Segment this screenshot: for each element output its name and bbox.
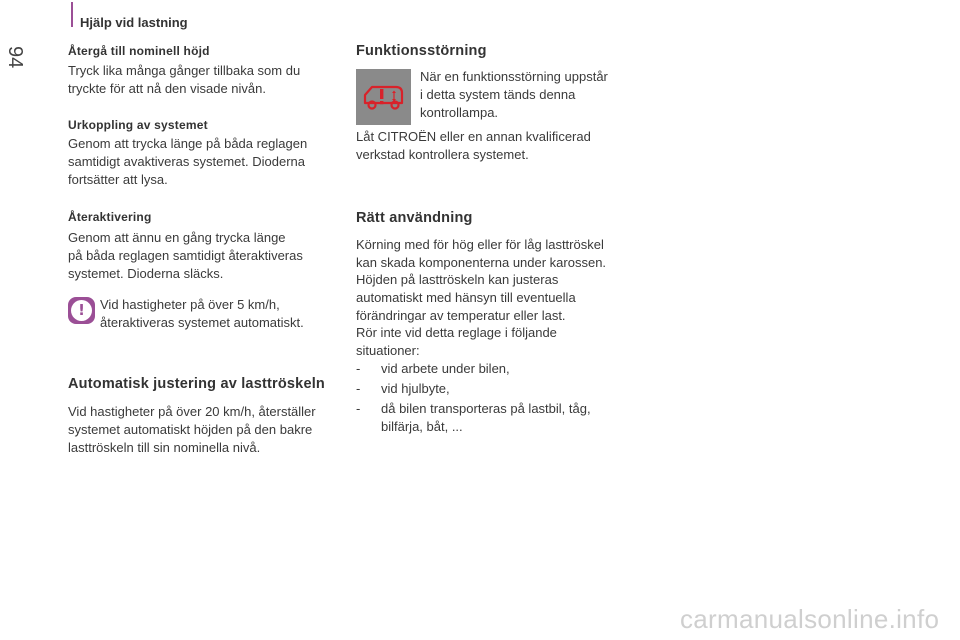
header-title: Hjälp vid lastning <box>80 15 188 30</box>
text-line: kontrollampa. <box>420 105 499 120</box>
lamp-description <box>420 68 608 122</box>
text-line: i detta system tänds denna <box>420 87 576 102</box>
text-line: lasttröskeln till sin nominella nivå. <box>68 440 261 455</box>
text-line: samtidigt avaktiveras systemet. Dioderna <box>68 154 305 169</box>
text-line: Genom att trycka länge på båda reglagen <box>68 136 308 151</box>
text-line: kan skada komponenterna under karossen. <box>356 255 607 270</box>
header-accent-bar <box>71 2 73 27</box>
text-line: Tryck lika många gånger tillbaka som du <box>68 63 301 78</box>
text-line: När en funktionsstörning uppstår <box>420 69 608 84</box>
text-line: på båda reglagen samtidigt återaktiveras <box>68 248 303 263</box>
return-heading: Återgå till nominell höjd <box>68 44 210 58</box>
disengage-heading: Urkoppling av systemet <box>68 118 208 132</box>
usage-heading: Rätt användning <box>356 210 473 226</box>
auto-adjust-text <box>68 403 316 457</box>
warning-note <box>100 296 304 332</box>
text-line: då bilen transporteras på lastbil, tåg, <box>381 401 591 416</box>
exclamation-warning-icon <box>68 297 95 324</box>
usage-paragraph-2 <box>356 271 576 325</box>
text-line: Vid hastigheter på över 20 km/h, återställer <box>68 404 316 419</box>
text-line: återaktiveras systemet automatiskt. <box>100 315 304 330</box>
reactivate-heading: Återaktivering <box>68 210 152 224</box>
text-line: Vid hastigheter på över 5 km/h, <box>100 297 280 312</box>
usage-paragraph-3 <box>356 324 557 360</box>
list-dash: - <box>356 361 361 376</box>
list-item-text: vid hjulbyte, <box>381 381 450 396</box>
page-number: 94 <box>4 46 26 69</box>
text-line: systemet. Dioderna släcks. <box>68 266 224 281</box>
list-dash: - <box>356 401 361 416</box>
watermark: carmanualsonline.info <box>680 604 940 634</box>
list-dash: - <box>356 381 361 396</box>
text-line: Låt CITROËN eller en annan kvalificerad <box>356 129 591 144</box>
text-line: fortsätter att lysa. <box>68 172 168 187</box>
text-line: automatiskt med hänsyn till eventuella <box>356 290 576 305</box>
return-text <box>68 62 300 98</box>
text-line: verkstad kontrollera systemet. <box>356 147 529 162</box>
malfunction-text <box>356 128 591 164</box>
auto-adjust-heading: Automatisk justering av lasttröskeln <box>68 376 325 392</box>
list-item-text <box>381 400 626 436</box>
reactivate-text <box>68 229 303 283</box>
malfunction-heading: Funktionsstörning <box>356 43 487 59</box>
list-item-text: vid arbete under bilen, <box>381 361 510 376</box>
text-line: systemet automatiskt höjden på den bakre <box>68 422 313 437</box>
list-item <box>356 400 626 436</box>
text-line: bilfärja, båt, ... <box>381 419 463 434</box>
text-line: tryckte för att nå den visade nivån. <box>68 81 266 96</box>
lamp-symbol-svg <box>356 69 411 125</box>
text-line: Rör inte vid detta reglage i följande <box>356 325 557 340</box>
text-line: situationer: <box>356 343 420 358</box>
exclamation-mark: ! <box>78 301 85 319</box>
list-item <box>356 360 626 378</box>
text-line: förändringar av temperatur eller last. <box>356 308 566 323</box>
list-item <box>356 380 626 398</box>
usage-paragraph-1 <box>356 236 606 272</box>
suspension-warning-lamp-icon <box>356 69 411 125</box>
disengage-text <box>68 135 307 189</box>
text-line: Höjden på lasttröskeln kan justeras <box>356 272 559 287</box>
text-line: Genom att ännu en gång trycka länge <box>68 230 286 245</box>
text-line: Körning med för hög eller för låg lasttröskel <box>356 237 604 252</box>
